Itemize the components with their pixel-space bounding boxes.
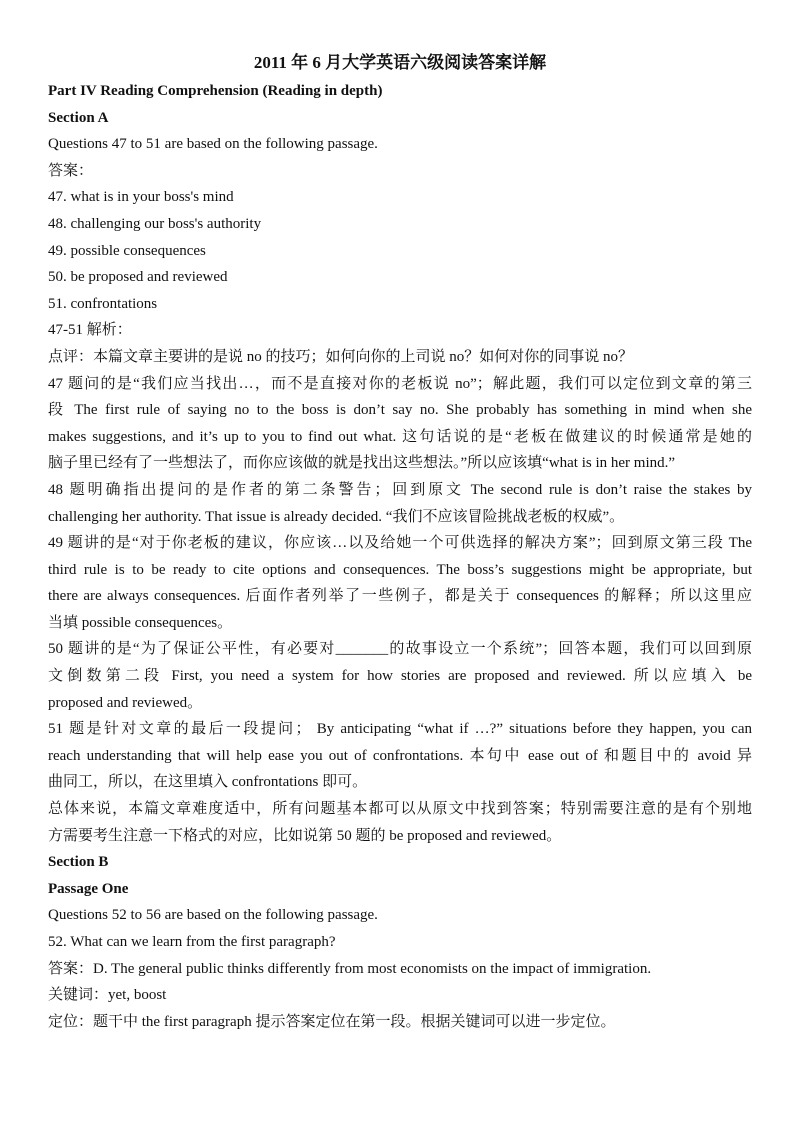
text-line: 49 题讲的是“对于你老板的建议，你应该…以及给她一个可供选择的解决方案”；回到原文第三段 The [48,535,752,552]
part-heading: Part IV Reading Comprehension (Reading in depth) [48,83,383,99]
answer-item: 47. what is in your boss's mind [48,189,234,206]
answer-52: 答案：D. The general public thinks differently from most economists on the impact of immigration. [48,960,652,977]
text-line: 段 The first rule of saying no to the boss is don’t say no. She probably has something in mind when she [48,402,752,419]
answer-item: 49. possible consequences [48,242,206,259]
analysis-label: 47-51 解析： [48,322,132,339]
document-title: 2011 年 6 月大学英语六级阅读答案详解 [253,53,547,72]
answer-item: 48. challenging our boss's authority [48,215,262,232]
comment-line: 点评：本篇文章主要讲的是说 no 的技巧；如何向你的上司说 no？如何对你的同事说 no？ [48,348,634,365]
text-line: 曲同工，所以，在这里填入 confrontations 即可。 [48,774,368,791]
q49-explanation [48,530,752,636]
text-line: 51 题是针对文章的最后一段提问； By anticipating “what if …?” situations before they happen, you can [48,721,752,738]
text-line: reach understanding that will help ease you out of confrontations. 本句中 ease out of 和题目中的 avoid 异 [48,747,752,764]
text-line: third rule is to be ready to cite options and consequences. The boss’s suggestions might be appropriate, but [48,561,752,578]
text-line: makes suggestions, and it’s up to you to find out what. 这句话说的是“老板在做建议的时候通常是她的 [48,428,752,445]
locate-52: 定位：题干中 the first paragraph 提示答案定位在第一段。根据关键词可以进一步定位。 [48,1013,616,1030]
text-line: 文倒数第二段 First, you need a system for how stories are proposed and reviewed. 所以应填入 be [48,668,752,685]
answer-label: 答案： [48,162,94,179]
text-line: 48 题明确指出提问的是作者的第二条警告；回到原文 The second rule is don’t raise the stakes by [48,481,752,498]
text-line: 方需要考生注意一下格式的对应，比如说第 50 题的 be proposed and reviewed。 [48,827,562,844]
summary-paragraph [48,796,752,849]
text-line: proposed and reviewed。 [48,694,203,711]
text-line: 50 题讲的是“为了保证公平性，有必要对_______的故事设立一个系统”；回答本题，我们可以回到原 [48,641,752,658]
q50-explanation [48,636,752,716]
text-line: 脑子里已经有了一些想法了，而你应该做的就是找出这些想法。”所以应该填“what is in her mind.” [48,455,676,472]
q48-explanation [48,477,752,530]
text-line: 47 题问的是“我们应当找出…，而不是直接对你的老板说 no”；解此题，我们可以定位到文章的第三 [48,375,752,392]
answer-item: 50. be proposed and reviewed [48,269,228,286]
q47-explanation [48,371,752,477]
passage-heading: Passage One [48,880,129,897]
text-line: 当填 possible consequences。 [48,614,233,631]
section-b-intro: Questions 52 to 56 are based on the following passage. [48,907,378,924]
keywords-52: 关键词：yet, boost [48,987,167,1004]
answer-item: 51. confrontations [48,295,158,312]
question-52: 52. What can we learn from the first paragraph? [48,934,336,950]
text-line: 总体来说，本篇文章难度适中，所有问题基本都可以从原文中找到答案；特别需要注意的是有个别地 [48,801,752,818]
text-line: there are always consequences. 后面作者列举了一些例子，都是关于 consequences 的解释；所以这里应 [48,588,752,605]
section-a-intro: Questions 47 to 51 are based on the following passage. [48,136,378,153]
text-line: challenging her authority. That issue is already decided. “我们不应该冒险挑战老板的权威”。 [48,508,625,525]
section-b-heading: Section B [48,854,109,871]
q51-explanation [48,716,752,796]
section-a-heading: Section A [48,109,109,126]
